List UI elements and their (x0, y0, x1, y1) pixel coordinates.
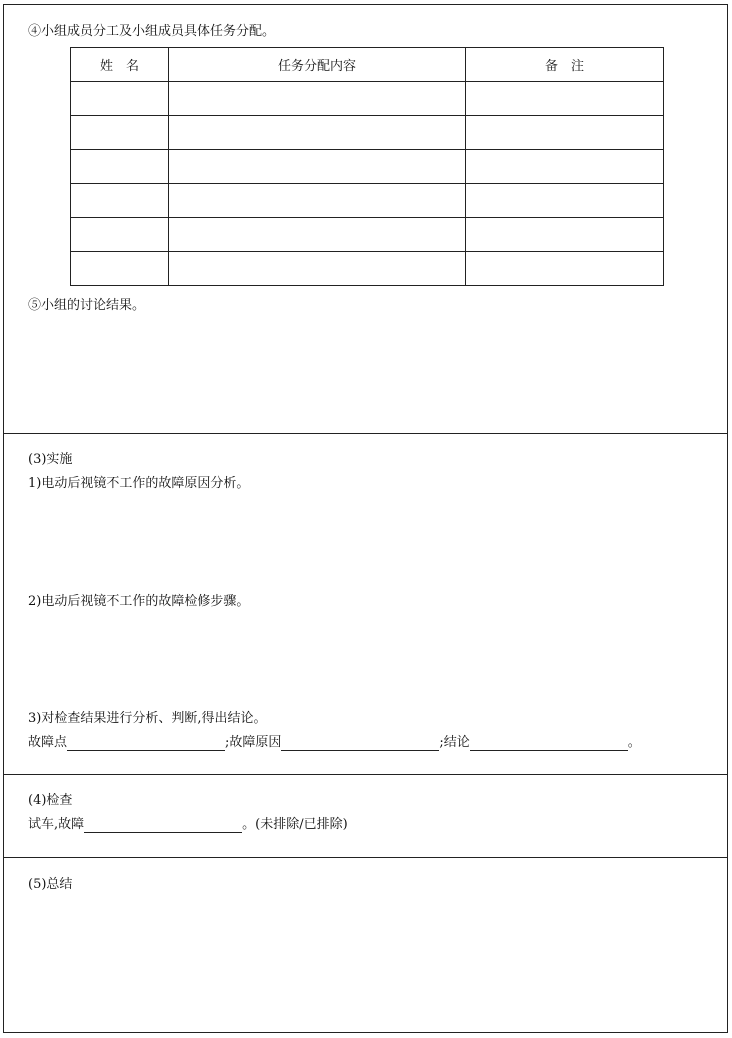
check-suffix: 。(未排除/已排除) (242, 817, 348, 832)
task-cell[interactable] (169, 184, 466, 218)
fault-cause-label: ;故障原因 (225, 735, 282, 750)
section-divider (4, 433, 727, 434)
answer-area-2[interactable] (28, 615, 698, 705)
name-cell[interactable] (71, 82, 169, 116)
remark-cell[interactable] (466, 150, 664, 184)
question-1: 1)电动后视镜不工作的故障原因分析。 (28, 476, 250, 491)
remark-cell[interactable] (466, 82, 664, 116)
remark-cell[interactable] (466, 252, 664, 286)
conclusion-blank[interactable] (470, 736, 628, 751)
task-cell[interactable] (169, 82, 466, 116)
check-line (28, 817, 348, 833)
name-cell[interactable] (71, 116, 169, 150)
fault-point-blank[interactable] (67, 736, 225, 751)
answer-area-1[interactable] (28, 497, 698, 587)
header-remark: 备 注 (466, 48, 664, 82)
task-cell[interactable] (169, 116, 466, 150)
name-cell[interactable] (71, 184, 169, 218)
implement-title: (3)实施 (28, 452, 73, 467)
table-header-row (71, 48, 664, 82)
conclusion-label: ;结论 (439, 735, 470, 750)
check-prefix: 试车,故障 (28, 817, 85, 832)
task-cell[interactable] (169, 218, 466, 252)
name-cell[interactable] (71, 150, 169, 184)
name-cell[interactable] (71, 218, 169, 252)
fault-point-label: 故障点 (28, 735, 68, 750)
task-heading: ④小组成员分工及小组成员具体任务分配。 (28, 24, 276, 39)
summary-answer-area[interactable] (28, 897, 698, 1022)
section-divider (4, 857, 727, 858)
header-name: 姓 名 (71, 48, 169, 82)
remark-cell[interactable] (466, 218, 664, 252)
table-row (71, 218, 664, 252)
remark-cell[interactable] (466, 116, 664, 150)
fault-cause-blank[interactable] (281, 736, 439, 751)
question-3: 3)对检查结果进行分析、判断,得出结论。 (28, 711, 267, 726)
table-row (71, 116, 664, 150)
name-cell[interactable] (71, 252, 169, 286)
discussion-heading: ⑤小组的讨论结果。 (28, 298, 146, 313)
conclusion-end: 。 (627, 735, 641, 750)
task-table (70, 47, 664, 286)
table-row (71, 150, 664, 184)
fault-status-blank[interactable] (84, 818, 242, 833)
form-frame (3, 4, 728, 1033)
conclusion-line (28, 735, 641, 751)
check-title: (4)检查 (28, 793, 73, 808)
header-task: 任务分配内容 (169, 48, 466, 82)
task-cell[interactable] (169, 252, 466, 286)
table-row (71, 82, 664, 116)
remark-cell[interactable] (466, 184, 664, 218)
table-row (71, 184, 664, 218)
section-divider (4, 774, 727, 775)
task-cell[interactable] (169, 150, 466, 184)
discussion-answer-area[interactable] (28, 317, 698, 427)
table-row (71, 252, 664, 286)
summary-title: (5)总结 (28, 877, 73, 892)
question-2: 2)电动后视镜不工作的故障检修步骤。 (28, 594, 250, 609)
